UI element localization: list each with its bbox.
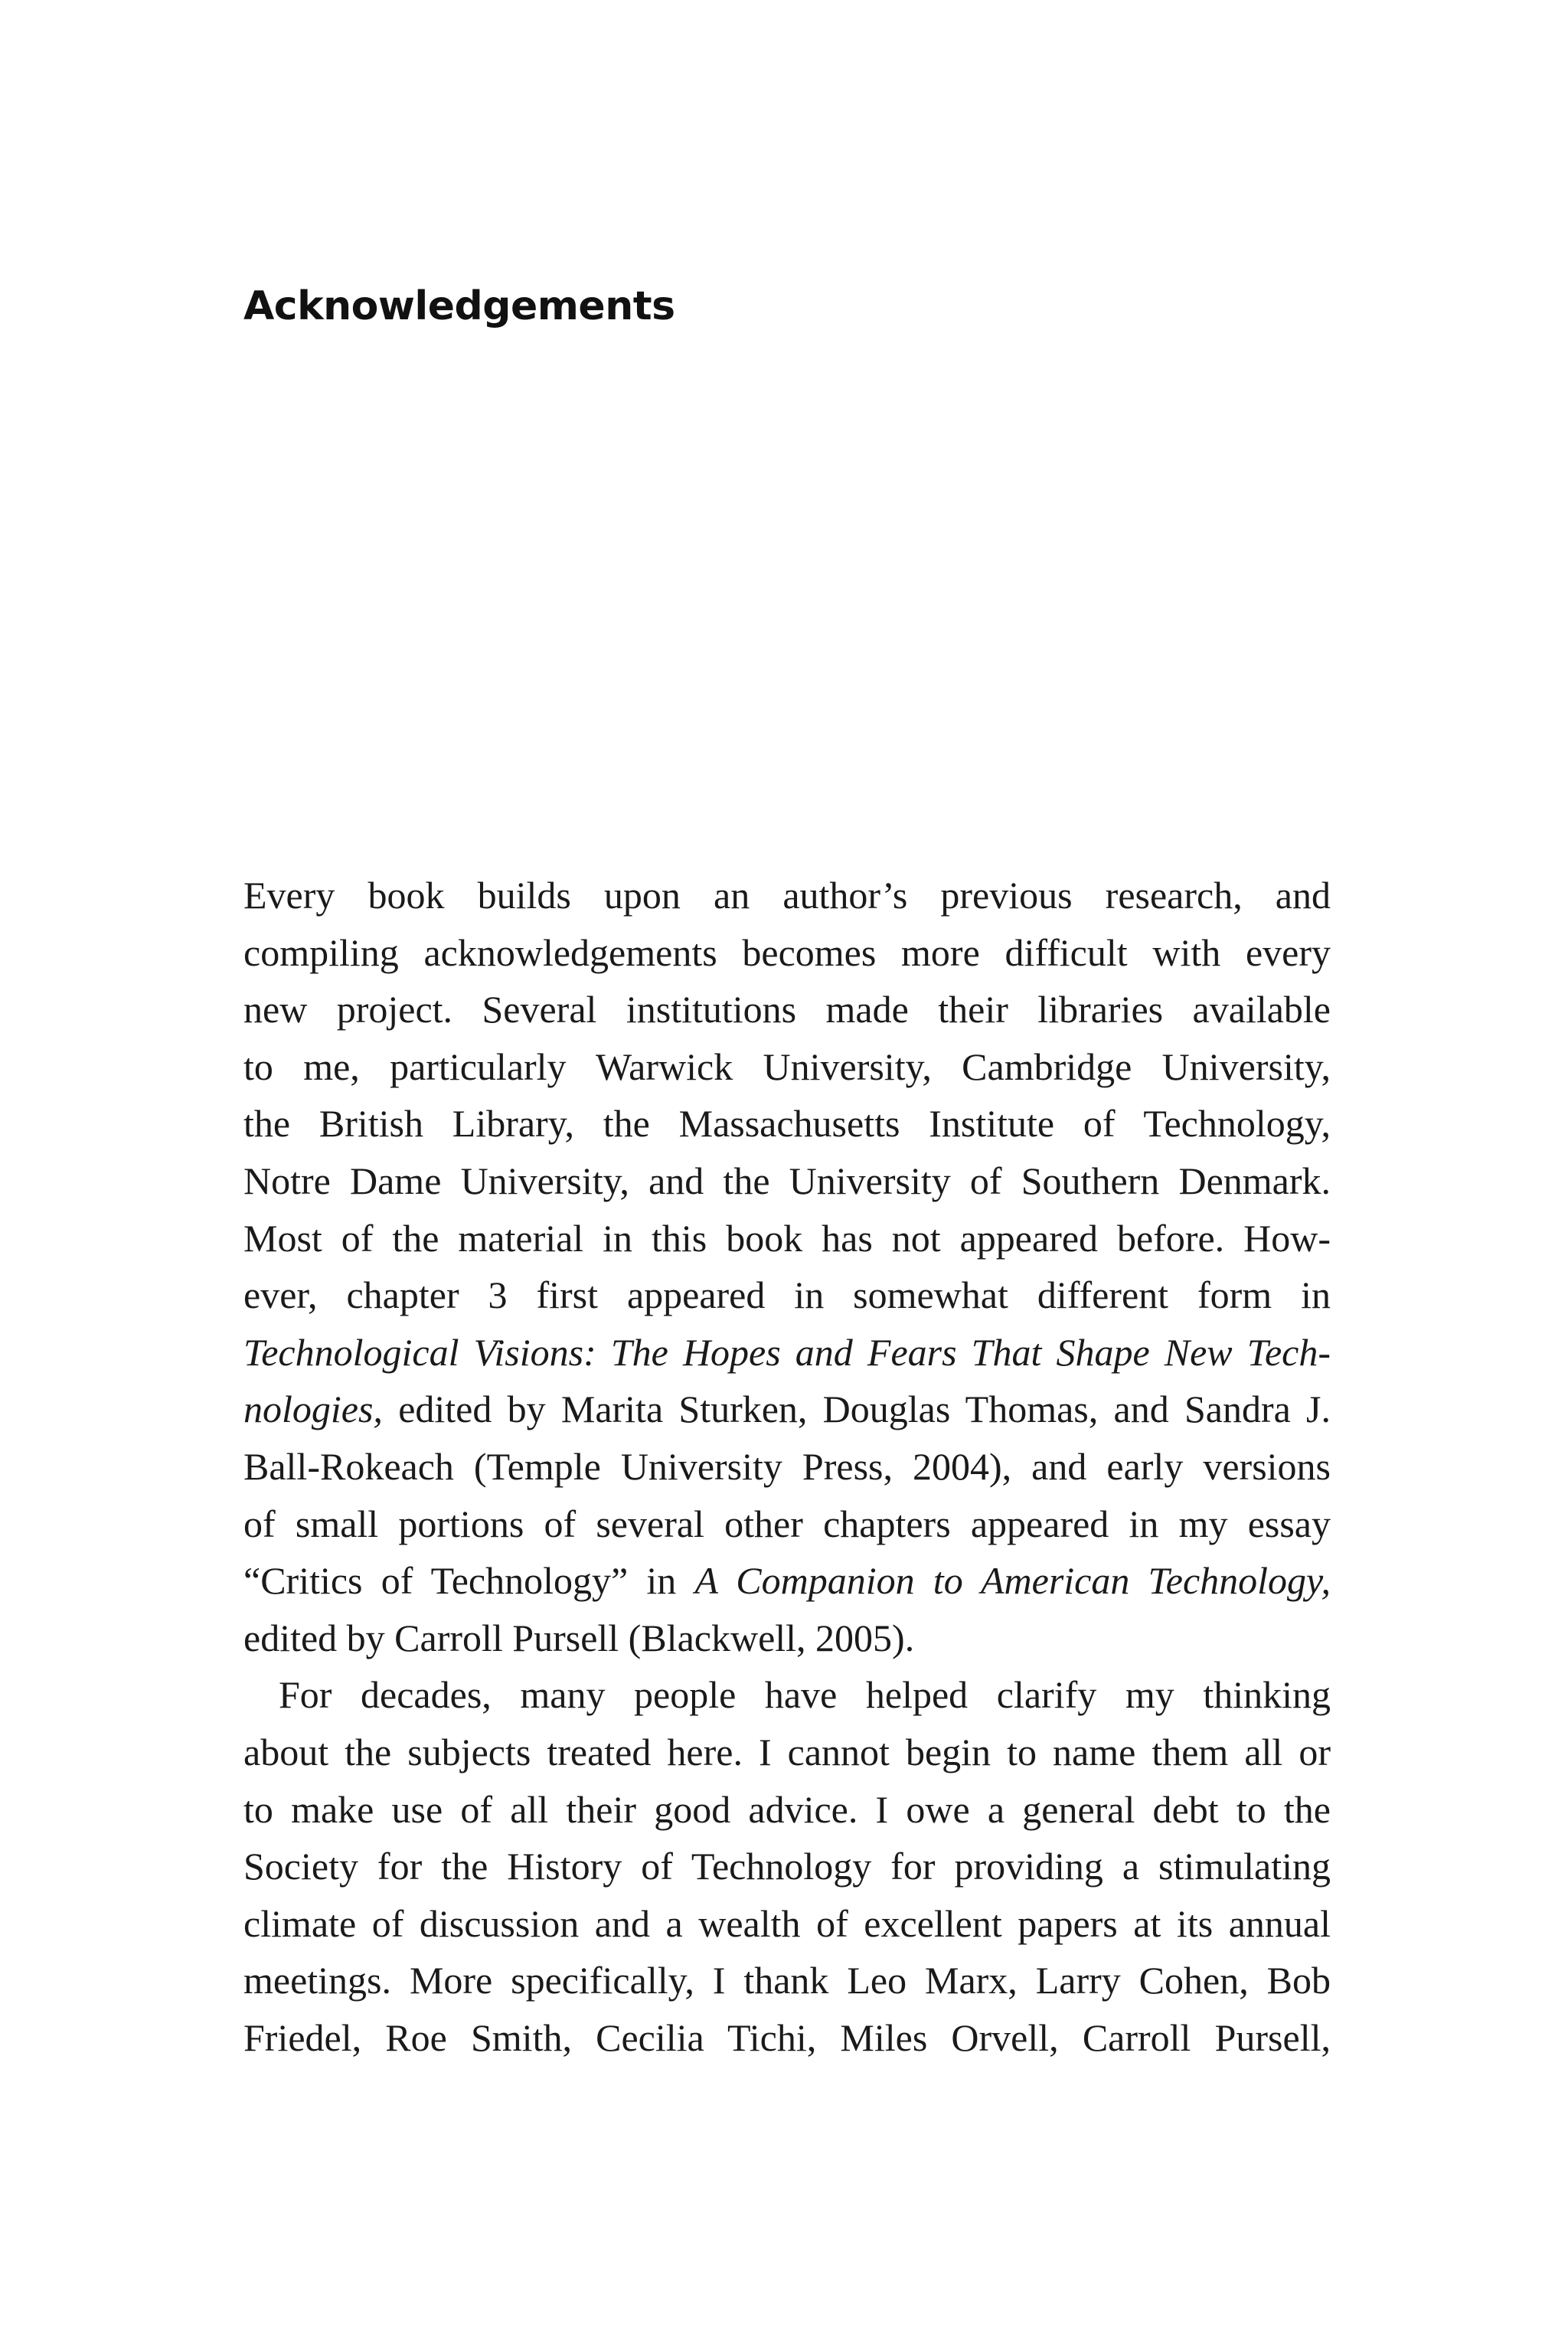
text-line: Ball-Rokeach (Temple University Press, 2004), and early versions bbox=[243, 1444, 1331, 1488]
paragraph-2 bbox=[243, 1666, 1331, 2066]
text-line: Friedel, Roe Smith, Cecilia Tichi, Miles Orvell, Carroll Pursell, bbox=[243, 2015, 1331, 2059]
text-line: meetings. More specifically, I thank Leo Marx, Larry Cohen, Bob bbox=[243, 1959, 1331, 2002]
paragraph-1 bbox=[243, 867, 1331, 1666]
text-line: of small portions of several other chapters appeared in my essay bbox=[243, 1502, 1331, 1545]
page-title: Acknowledgements bbox=[243, 283, 675, 329]
text-line bbox=[243, 1324, 1331, 1381]
text-line: to me, particularly Warwick University, Cambridge University, bbox=[243, 1044, 1331, 1088]
text-line bbox=[243, 1552, 1331, 1610]
italic-book-title: Technological Visions: The Hopes and Fears That Shape New Tech- bbox=[243, 1330, 1331, 1374]
text-line: edited by Carroll Pursell (Blackwell, 2005). bbox=[243, 1616, 915, 1659]
text-line: about the subjects treated here. I cannot begin to name them all or bbox=[243, 1730, 1331, 1773]
text-line: ever, chapter 3 first appeared in somewhat different form in bbox=[243, 1273, 1331, 1317]
text-line: For decades, many people have helped clarify my thinking bbox=[279, 1673, 1331, 1717]
text-line: the British Library, the Massachusetts Institute of Technology, bbox=[243, 1102, 1331, 1146]
text-line: new project. Several institutions made their libraries available bbox=[243, 988, 1331, 1031]
text-line: to make use of all their good advice. I owe a general debt to the bbox=[243, 1787, 1331, 1831]
text-line: Most of the material in this book has not appeared before. How- bbox=[243, 1216, 1331, 1260]
text-line bbox=[243, 1381, 1331, 1438]
italic-book-title: nologies, bbox=[243, 1388, 383, 1431]
acknowledgements-body bbox=[243, 867, 1331, 2066]
text-line: compiling acknowledgements becomes more difficult with every bbox=[243, 930, 1331, 974]
italic-book-title: A Companion to American Technology, bbox=[694, 1559, 1331, 1603]
text-line: climate of discussion and a wealth of excellent papers at its annual bbox=[243, 1901, 1331, 1945]
line-text: “Critics of Technology” in bbox=[243, 1559, 695, 1603]
text-line: Notre Dame University, and the University of Southern Denmark. bbox=[243, 1159, 1331, 1202]
line-text: edited by Marita Sturken, Douglas Thomas, and Sandra J. bbox=[382, 1388, 1331, 1431]
text-line: Society for the History of Technology for providing a stimulating bbox=[243, 1845, 1331, 1888]
text-line: Every book builds upon an author’s previous research, and bbox=[243, 874, 1331, 917]
